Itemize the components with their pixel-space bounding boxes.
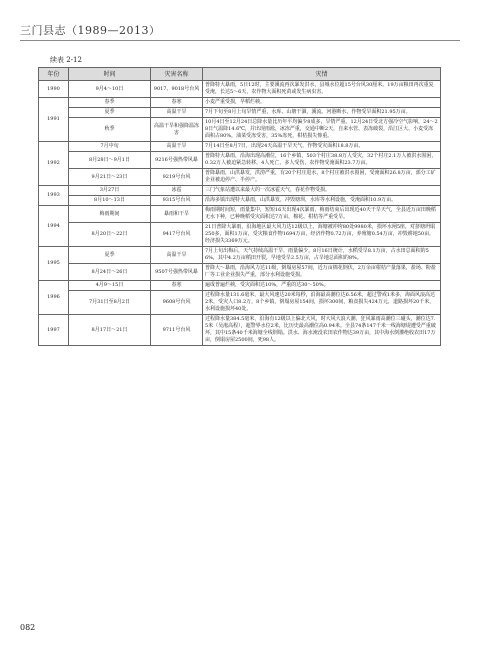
table-row <box>39 108 441 118</box>
disaster-name-cell: 9017、9018号台风 <box>151 81 203 98</box>
time-cell: 8月20日～22日 <box>69 223 151 247</box>
disaster-table <box>38 67 441 346</box>
detail-cell: 梅雨期时间短，雨量集中，短短16天出现4次暴雨，梅雨结束后出现近40天干旱天气，全县近万亩田晚稻无水下种，已种晚稻受灾面积达7万亩，棉花、柑桔等严重受旱。 <box>203 206 441 223</box>
detail-cell: 沿海多镇出现特大暴雨，山洪暴发，冲毁塘坝，水库等水利设施，受淹面积10.9万亩。 <box>203 196 441 206</box>
time-cell: 8月10～13日 <box>69 196 151 206</box>
detail-cell: 10月4日至12月24日总降水量比历年平均偏少8成多，旱情严重。12月24日受北方强冷空气影响，24～28日气温降14.6℃，并出现雨淞，冰冻严重，交通中断2天，自来水管、表冻破裂，沿江区大、小麦受冻面积占80%，油菜受冻受害，35%冻死，柑桔损失惨重。 <box>203 118 441 142</box>
disaster-name-cell: 9216号强热带风暴 <box>151 152 203 169</box>
time-cell: 春季 <box>69 98 151 108</box>
header-divider <box>20 40 460 41</box>
time-cell: 9月21日～23日 <box>69 169 151 186</box>
detail-cell: 过程降水量131.6毫米，最大风速达20米每秒，沿海最高潮位达6.56米，超过警戒1米多，海面风浪高达2米，受灾人口8.2万，8个乡镇，倒塌房屋154间，损坏300间，粮食损失424万元，道路损坏20千米，水利设施损坏40处。 <box>203 291 441 315</box>
time-cell: 7月中旬 <box>69 142 151 152</box>
detail-cell: 普降特大暴雨，5日12时，主要溪流再次暴发洪水，县城水位超15号台风30厘米。19万亩粮田再次重复受淹，长达5～6天，农作物大面积死苗或发生病虫害。 <box>203 81 441 98</box>
disaster-name-cell: 9507号强热带风暴 <box>151 264 203 281</box>
table-row <box>39 264 441 281</box>
table-row <box>39 142 441 152</box>
detail-cell: 7月下旬至8月上旬旱情严重，水库、山塘干涸，溪流、河港断水，作物受旱面积21.95万亩。 <box>203 108 441 118</box>
table-row <box>39 196 441 206</box>
disaster-name-cell: 暴雨和干旱 <box>151 206 203 223</box>
disaster-name-cell: 高温干旱 <box>151 247 203 264</box>
detail-cell: 三门气象站遭以来最大的一次冰雹天气，春花作物受损。 <box>203 186 441 196</box>
detail-cell: 普降大～暴雨，沿海风力达11级，倒塌房屋57间，近万亩棉花倒伏，2万余亩柑桔产量落果，盐场、粉盐厂等工业企业损失严重，部分水利设施受损。 <box>203 264 441 281</box>
year-cell: 1996 <box>39 281 69 315</box>
detail-cell: 普降特大暴雨，沿海出现高潮位，16个乡镇，503个村庄38.8万人受灾，32个村庄2.1万人被洪水围困，0.32万人被迫紧急转移，4人死亡，多人受伤，农作物受淹面积23.7万亩。 <box>203 152 441 169</box>
disaster-name-cell: 春寒 <box>151 281 203 291</box>
header-title: 三门县志（1989—2013） <box>20 24 161 37</box>
column-header-disaster-name: 灾害名称 <box>151 68 203 81</box>
table-row <box>39 98 441 108</box>
table-row <box>39 81 441 98</box>
time-cell: 夏季 <box>69 108 151 118</box>
table-row <box>39 186 441 196</box>
detail-cell: 普降暴雨，山洪暴发，洪涝严重，有20个村庄进水，8个村庄被洪水围困，受淹面积26.8万亩，部分工矿企业被迫停产、半停产。 <box>203 169 441 186</box>
year-cell: 1995 <box>39 247 69 281</box>
time-cell: 8月17日～21日 <box>69 315 151 346</box>
table-row <box>39 152 441 169</box>
disaster-name-cell: 9219号台风 <box>151 169 203 186</box>
table-row <box>39 291 441 315</box>
disaster-name-cell: 9417号台风 <box>151 223 203 247</box>
time-cell: 夏季 <box>69 247 151 264</box>
time-cell: 8月24日～26日 <box>69 264 151 281</box>
year-cell: 1997 <box>39 315 69 346</box>
year-cell: 1994 <box>39 206 69 247</box>
table-caption: 续表 2-12 <box>50 56 82 64</box>
column-header-year: 年份 <box>39 68 69 81</box>
table-row <box>39 223 441 247</box>
disaster-name-cell: 冰雹 <box>151 186 203 196</box>
table-row <box>39 169 441 186</box>
time-cell: 8月28日～9月1日 <box>69 152 151 169</box>
time-cell: 3月27日 <box>69 186 151 196</box>
time-cell: 4月9～15日 <box>69 281 151 291</box>
disaster-name-cell: 高温干旱和强降温冻害 <box>151 118 203 142</box>
disaster-name-cell: 春寒 <box>151 98 203 108</box>
table-row <box>39 247 441 264</box>
disaster-name-cell: 9315号台风 <box>151 196 203 206</box>
table-row <box>39 206 441 223</box>
detail-cell: 小麦严重受损，早稻烂秧。 <box>203 98 441 108</box>
table-row <box>39 315 441 346</box>
disaster-name-cell: 高温干旱 <box>151 142 203 152</box>
detail-cell: 7月14日至8月7日，出现24天高温干旱天气，作物受灾面积18.8万亩。 <box>203 142 441 152</box>
table-header-row <box>39 68 441 81</box>
detail-cell: 过程降水量384.5毫米，沿海有12级以上偏北大风，时大风大浪大潮，狂风暴雨高潮位三碰头，潮位达7.5米（吴淞高程），超警界水位2米，比历史最高潮位高0.94米。全县74条147千米一线海塘堤遭受严重破坏，其中15条40千米海塘全线倒塌。洪水、海水淹没农田农作物达39万亩，其中海水倒灌绝收农田17万亩，倒塌房屋2500间，死98人。 <box>203 315 441 346</box>
time-cell: 梅雨期间 <box>69 206 151 223</box>
detail-cell: 7月上旬出梅后，天气持续高温干旱，雨量偏少。8月16日统计，水稻受旱8.1万亩，占水田总面积的56%，其中4.2万亩稻田开裂，早地受旱2.5万亩，占旱地总面积的8%。 <box>203 247 441 264</box>
column-header-detail: 灾情 <box>203 68 441 81</box>
disaster-name-cell: 高温干旱 <box>151 108 203 118</box>
detail-cell: 21日普降大暴雨，沿海地区最大风力达12级以上，海塘被冲垮80处9980米，损坏水闸5座，对挤塘坍塌250多，面积1万亩，受灾粮食作物1694万亩，经济作物0.72万亩，养殖塘0.54万亩，冲毁耕地50亩，经济损失3369万元。 <box>203 223 441 247</box>
year-cell: 1993 <box>39 186 69 206</box>
year-cell: 1992 <box>39 142 69 186</box>
disaster-name-cell: 9711号台风 <box>151 315 203 346</box>
time-cell: 秋季 <box>69 118 151 142</box>
disaster-name-cell: 9608号台风 <box>151 291 203 315</box>
table-row <box>39 118 441 142</box>
page-number: 082 <box>20 623 36 632</box>
detail-cell: 遍成普遍烂秧，受灾面积达10%，严重的达30～50%。 <box>203 281 441 291</box>
time-cell: 9月4～10日 <box>69 81 151 98</box>
column-header-time: 时间 <box>69 68 151 81</box>
table-row <box>39 281 441 291</box>
time-cell: 7月31日至8月2日 <box>69 291 151 315</box>
year-cell: 1990 <box>39 81 69 98</box>
year-cell: 1991 <box>39 98 69 142</box>
